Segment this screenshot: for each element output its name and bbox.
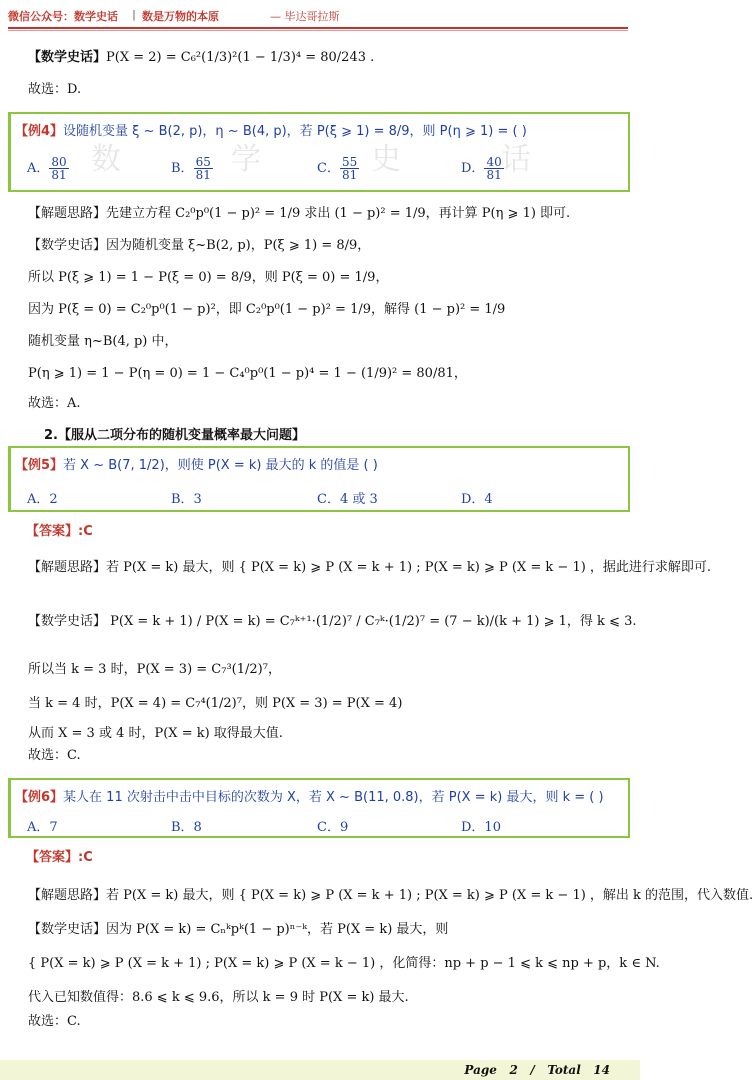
solution-line: P(η ⩾ 1) = 1 − P(η = 0) = 1 − C₄⁰p⁰(1 − p)⁴ = 1 − (1/9)² = 80/81， bbox=[28, 366, 467, 381]
solution-line: 【解题思路】若 P(X = k) 最大，则 { P(X = k) ⩾ P (X = k + 1) ; P(X = k) ⩾ P (X = k − 1) ，解出 k 的范围，代入数值. bbox=[28, 888, 753, 903]
watermark-char: 话 bbox=[501, 142, 531, 177]
example-4-box bbox=[8, 112, 630, 192]
example-question: 设随机变量 ξ ~ B(2, p)，η ~ B(4, p)，若 P(ξ ⩾ 1) = 8/9，则 P(η ⩾ 1) = ( ) bbox=[63, 124, 527, 139]
option-denominator: 81 bbox=[341, 168, 358, 182]
header-motto: 数是万物的本原 bbox=[142, 10, 219, 23]
answer-value: :C bbox=[78, 524, 93, 539]
answer-value: :C bbox=[78, 850, 93, 865]
option-denominator: 81 bbox=[51, 168, 67, 182]
wechat-label: 微信公众号：数学史话 bbox=[8, 10, 118, 23]
page-indicator bbox=[464, 1063, 610, 1077]
answer-label: 【答案】 bbox=[26, 524, 79, 539]
option-label: B． bbox=[171, 161, 194, 176]
solution-line: 【数学史话】 P(X = k + 1) / P(X = k) = C₇ᵏ⁺¹·(1/2)⁷ / C₇ᵏ·(1/2)⁷ = (7 − k)/(k + 1) ⩾ 1，得 k ⩽ 3. bbox=[28, 614, 637, 629]
option-b: B．8 bbox=[171, 820, 202, 835]
math-expression: P(X = 2) = C₆²(1/3)²(1 − 1/3)⁴ = 80/243 . bbox=[106, 50, 375, 65]
solution-line: 故选：A. bbox=[28, 396, 81, 411]
solution-line: { P(X = k) ⩾ P (X = k + 1) ; P(X = k) ⩾ P (X = k − 1) ，化简得：np + p − 1 ⩽ k ⩽ np + p，k ∈ N. bbox=[28, 956, 660, 971]
header-rule-thin bbox=[8, 30, 628, 31]
option-numerator: 40 bbox=[486, 155, 502, 169]
solution-line: 所以当 k = 3 时，P(X = 3) = C₇³(1/2)⁷， bbox=[28, 662, 281, 677]
option-c: C．9 bbox=[317, 820, 349, 835]
option-c: C．4 或 3 bbox=[317, 492, 378, 507]
header-rule bbox=[8, 27, 628, 29]
solution-line: 所以 P(ξ ⩾ 1) = 1 − P(ξ = 0) = 8/9，则 P(ξ = 0) = 1/9， bbox=[28, 270, 389, 285]
solution-line: 故选：C. bbox=[28, 1014, 81, 1029]
header-separator: | bbox=[132, 8, 137, 21]
block1-line1 bbox=[28, 48, 374, 68]
option-numerator: 65 bbox=[195, 155, 211, 169]
solution-line: 从而 X = 3 或 4 时，P(X = k) 取得最大值. bbox=[28, 726, 283, 741]
option-a bbox=[27, 156, 69, 181]
watermark-char: 数 bbox=[91, 142, 121, 177]
total-pages: 14 bbox=[593, 1063, 610, 1077]
total-label: Total bbox=[547, 1063, 581, 1077]
example-tag: 【例6】 bbox=[15, 790, 64, 805]
page-footer bbox=[0, 1060, 640, 1080]
example-5-question-line bbox=[15, 454, 378, 473]
solution-line: 当 k = 4 时，P(X = 4) = C₇⁴(1/2)⁷，则 P(X = 3) = P(X = 4) bbox=[28, 696, 403, 711]
option-numerator: 55 bbox=[341, 155, 358, 169]
example-6-question-line bbox=[15, 786, 604, 805]
solution-line: 【解题思路】若 P(X = k) 最大，则 { P(X = k) ⩾ P (X = k + 1) ; P(X = k) ⩾ P (X = k − 1) ，据此进行求解即可. bbox=[28, 560, 712, 575]
option-a: A．2 bbox=[27, 492, 58, 507]
solution-line: 代入已知数值得：8.6 ⩽ k ⩽ 9.6，所以 k = 9 时 P(X = k) 最大. bbox=[28, 990, 409, 1005]
option-d: D．10 bbox=[461, 820, 501, 835]
option-numerator: 80 bbox=[51, 155, 67, 169]
watermark-char: 史 bbox=[371, 142, 401, 177]
answer-label: 【答案】 bbox=[26, 850, 79, 865]
section-label: 【数学史话】 bbox=[28, 50, 107, 65]
option-a: A．7 bbox=[27, 820, 58, 835]
option-label: C． bbox=[317, 161, 340, 176]
option-label: A． bbox=[27, 161, 50, 176]
page-separator: / bbox=[530, 1063, 535, 1077]
option-label: D． bbox=[461, 161, 485, 176]
solution-line: 因为 P(ξ = 0) = C₂⁰p⁰(1 − p)²，即 C₂⁰p⁰(1 − p)² = 1/9，解得 (1 − p)² = 1/9 bbox=[28, 302, 506, 317]
option-d: D．4 bbox=[461, 492, 493, 507]
answer-5 bbox=[26, 520, 93, 539]
header-author: — 毕达哥拉斯 bbox=[270, 10, 340, 23]
page-label: Page bbox=[464, 1063, 497, 1077]
example-4-question-line bbox=[15, 120, 527, 139]
page-number: 2 bbox=[509, 1063, 518, 1077]
solution-line: 【数学史话】因为随机变量 ξ~B(2, p)，P(ξ ⩾ 1) = 8/9， bbox=[28, 238, 371, 253]
option-b: B．3 bbox=[171, 492, 202, 507]
section-heading: 2.【服从二项分布的随机变量概率最大问题】 bbox=[44, 428, 305, 443]
option-denominator: 81 bbox=[195, 168, 211, 182]
example-question: 若 X ~ B(7, 1/2)，则使 P(X = k) 最大的 k 的值是 ( ) bbox=[63, 458, 378, 473]
block1-conclusion: 故选：D. bbox=[28, 82, 82, 97]
example-tag: 【例5】 bbox=[15, 458, 64, 473]
answer-6 bbox=[26, 846, 93, 865]
solution-line: 随机变量 η~B(4, p) 中， bbox=[28, 334, 178, 349]
solution-line: 【数学史话】因为 P(X = k) = Cₙᵏpᵏ(1 − p)ⁿ⁻ᵏ，若 P(X = k) 最大，则 bbox=[28, 922, 449, 937]
solution-line: 故选：C. bbox=[28, 748, 81, 763]
example-5-box bbox=[8, 446, 630, 512]
watermark-char: 学 bbox=[231, 142, 261, 177]
example-tag: 【例4】 bbox=[15, 124, 64, 139]
option-b bbox=[171, 156, 213, 181]
example-question: 某人在 11 次射击中击中目标的次数为 X，若 X ~ B(11, 0.8)，若 P(X = k) 最大，则 k = ( ) bbox=[63, 790, 604, 805]
example-6-box bbox=[8, 778, 630, 838]
option-d bbox=[461, 156, 504, 181]
solution-line: 【解题思路】先建立方程 C₂⁰p⁰(1 − p)² = 1/9 求出 (1 − p)² = 1/9，再计算 P(η ⩾ 1) 即可. bbox=[28, 206, 571, 221]
page-header bbox=[0, 0, 640, 30]
option-c bbox=[317, 156, 359, 181]
option-denominator: 81 bbox=[486, 168, 502, 182]
